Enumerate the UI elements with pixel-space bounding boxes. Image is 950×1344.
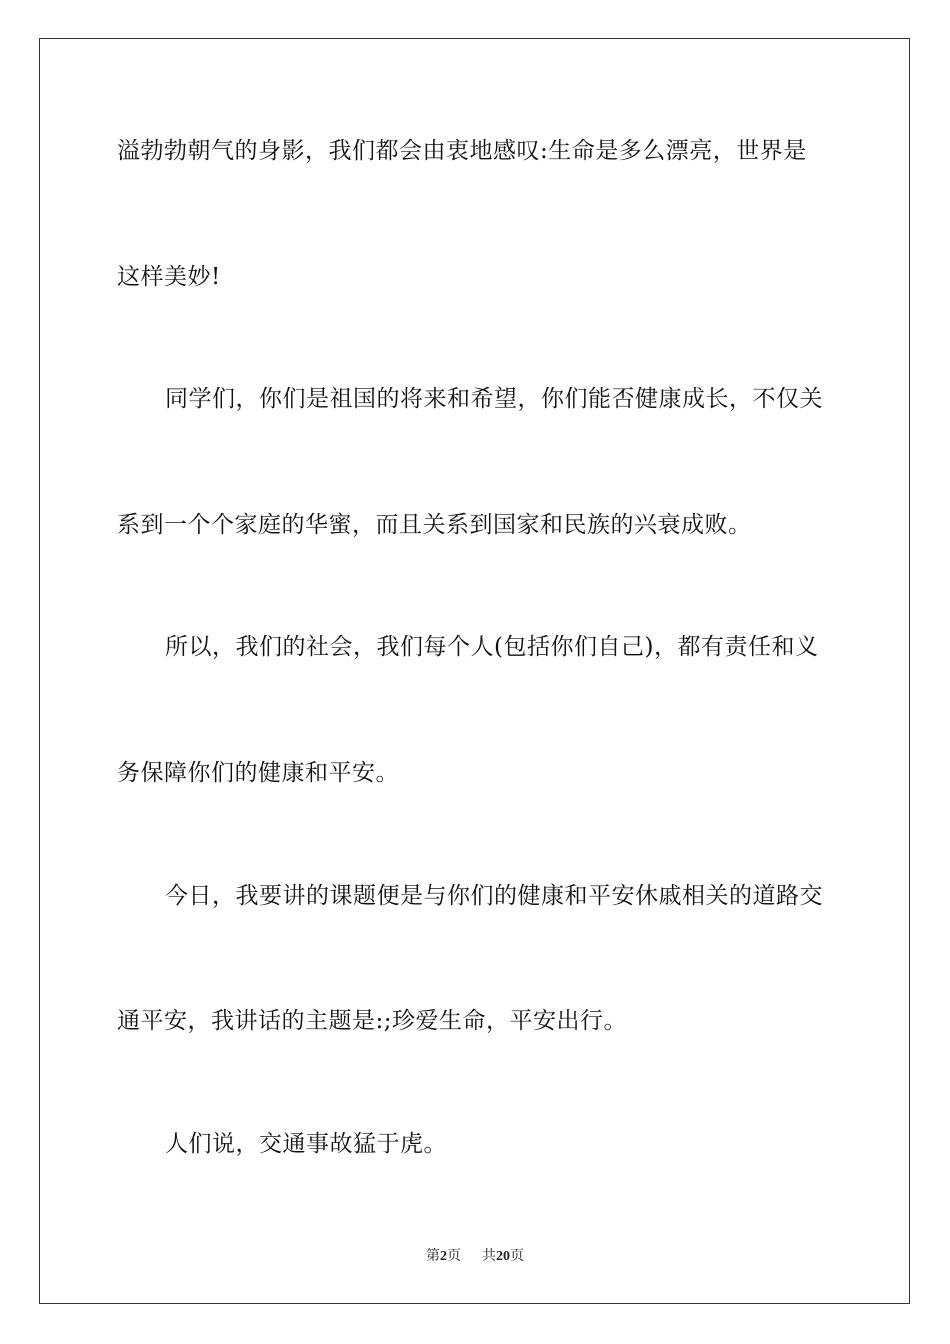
footer-page-prefix: 第 (426, 1249, 440, 1264)
body-line: 溢勃勃朝气的身影，我们都会由衷地感叹:生命是多么漂亮，世界是 (117, 138, 807, 164)
body-line: 系到一个个家庭的华蜜，而且关系到国家和民族的兴衰成败。 (117, 512, 752, 538)
footer-total-number: 20 (496, 1249, 510, 1264)
footer-total-suffix: 页 (510, 1249, 524, 1264)
paragraph-start-line: 所以，我们的社会，我们每个人(包括你们自己)，都有责任和义 (165, 634, 819, 660)
paragraph-start-line: 人们说，交通事故猛于虎。 (165, 1131, 447, 1157)
footer-total-prefix: 共 (482, 1249, 496, 1264)
footer-page-number: 2 (440, 1249, 447, 1264)
page-frame (39, 38, 910, 1304)
footer-page-suffix: 页 (447, 1249, 461, 1264)
paragraph-start-line: 同学们，你们是祖国的将来和希望，你们能否健康成长，不仅关 (165, 386, 823, 412)
body-line: 这样美妙! (117, 264, 221, 290)
page-footer (0, 1245, 950, 1265)
paragraph-start-line: 今日，我要讲的课题便是与你们的健康和平安休戚相关的道路交 (165, 883, 823, 909)
body-line: 通平安，我讲话的主题是:;珍爱生命，平安出行。 (117, 1008, 627, 1034)
body-line: 务保障你们的健康和平安。 (117, 760, 399, 786)
